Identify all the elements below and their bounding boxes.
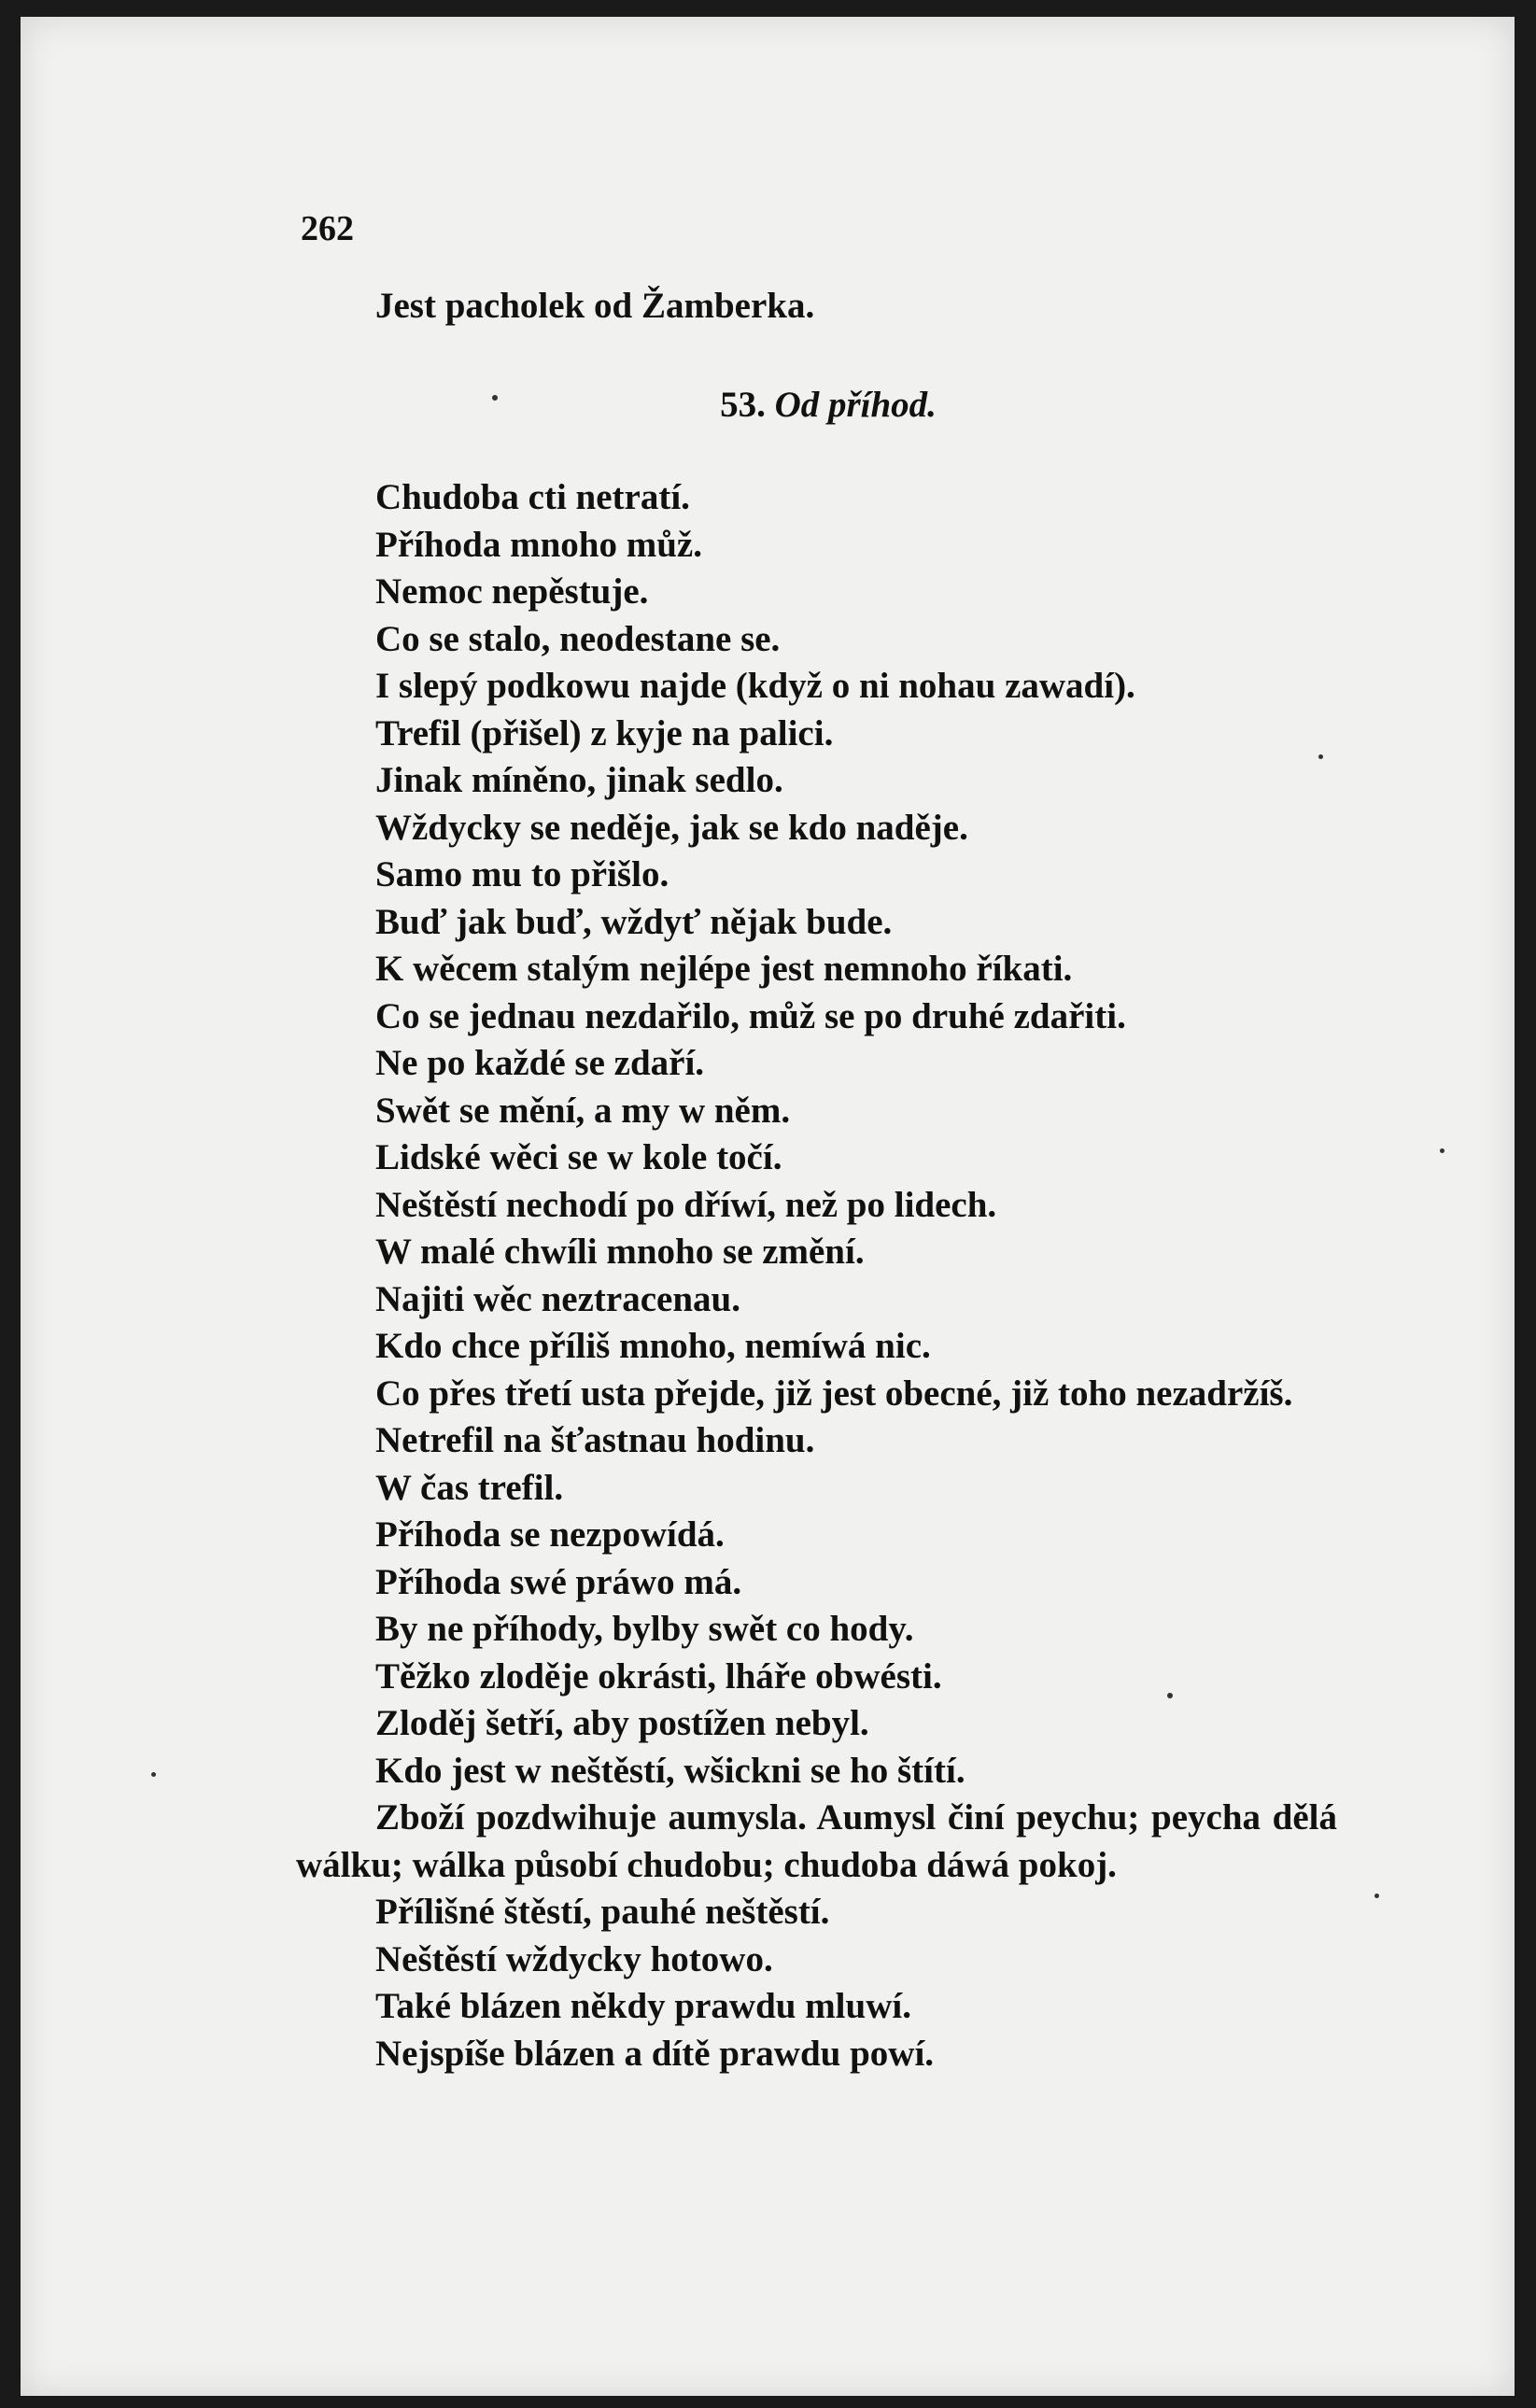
proverb-line: Neštěstí nechodí po dříwí, než po lidech. bbox=[375, 1184, 997, 1225]
proverb-line: Nejspíše blázen a dítě prawdu powí. bbox=[375, 2033, 935, 2074]
proverb-line: Samo mu to přišlo. bbox=[375, 854, 669, 894]
proverb-line: Těžko zloděje okrásti, lháře obwésti. bbox=[375, 1655, 942, 1697]
print-speck bbox=[1374, 1894, 1379, 1898]
proverb-line: Co přes třetí usta přejde, již jest obecné, již toho nezadržíš. bbox=[375, 1373, 1293, 1414]
proverb-line: K wěcem stalým nejlépe jest nemnoho říkati. bbox=[375, 949, 1073, 989]
proverb-line: Co se jednau nezdařilo, můž se po druhé zdařiti. bbox=[375, 995, 1126, 1036]
section-number: 53. bbox=[720, 385, 766, 425]
proverb-line: Kdo jest w neštěstí, wšickni se ho štítí. bbox=[375, 1750, 965, 1791]
proverb-line: Nemoc nepěstuje. bbox=[375, 571, 649, 612]
print-speck bbox=[492, 395, 498, 401]
print-speck bbox=[1167, 1693, 1173, 1698]
book-page bbox=[21, 17, 1515, 2396]
proverb-line: I slepý podkowu najde (když o ni nohau zawadí). bbox=[375, 666, 1135, 706]
proverb-line: Swět se mění, a my w něm. bbox=[375, 1090, 791, 1131]
proverb-line: W čas trefil. bbox=[375, 1467, 564, 1508]
proverb-line: Jinak míněno, jinak sedlo. bbox=[375, 760, 783, 800]
proverb-line: Ne po každé se zdaří. bbox=[375, 1043, 705, 1083]
proverb-line: Wždycky se neděje, jak se kdo naděje. bbox=[375, 807, 968, 848]
proverb-line: Zboží pozdwihuje aumysla. Aumysl činí peychu; peycha dělá wálku; wálka působí chudobu; chudoba dáwá pokoj. bbox=[296, 1797, 1337, 1885]
proverb-line: Příhoda swé práwo má. bbox=[375, 1561, 742, 1602]
proverb-line: Také blázen někdy prawdu mluwí. bbox=[375, 1986, 911, 2026]
continued-proverb: Jest pacholek od Žamberka. bbox=[375, 286, 815, 326]
section-heading bbox=[21, 384, 1515, 426]
print-speck bbox=[151, 1772, 156, 1777]
proverb-line: Příhoda mnoho můž. bbox=[375, 524, 702, 565]
proverb-line: Lidské wěci se w kole točí. bbox=[375, 1137, 782, 1177]
proverb-line: Neštěstí wždycky hotowo. bbox=[375, 1938, 773, 1979]
proverb-list bbox=[296, 474, 1337, 2077]
proverb-line: W malé chwíli mnoho se změní. bbox=[375, 1232, 865, 1272]
proverb-line: Buď jak buď, wždyť nějak bude. bbox=[375, 901, 893, 942]
proverb-line: Příhoda se nezpowídá. bbox=[375, 1514, 725, 1555]
print-speck bbox=[1440, 1148, 1444, 1153]
section-title: Od příhod. bbox=[774, 385, 937, 425]
proverb-line: Trefil (přišel) z kyje na palici. bbox=[375, 712, 834, 753]
proverb-line: Přílišné štěstí, pauhé neštěstí. bbox=[375, 1892, 830, 1932]
print-speck bbox=[1318, 754, 1323, 759]
proverb-line: Najiti wěc neztracenau. bbox=[375, 1278, 740, 1319]
proverb-line: By ne příhody, bylby swět co hody. bbox=[375, 1609, 914, 1649]
proverb-line: Co se stalo, neodestane se. bbox=[375, 618, 781, 659]
page-number: 262 bbox=[301, 209, 354, 248]
proverb-line: Kdo chce příliš mnoho, nemíwá nic. bbox=[375, 1326, 931, 1366]
proverb-line: Netrefil na šťastnau hodinu. bbox=[375, 1420, 815, 1460]
proverb-line: Zloděj šetří, aby postížen nebyl. bbox=[375, 1703, 869, 1743]
proverb-line: Chudoba cti netratí. bbox=[375, 477, 690, 517]
